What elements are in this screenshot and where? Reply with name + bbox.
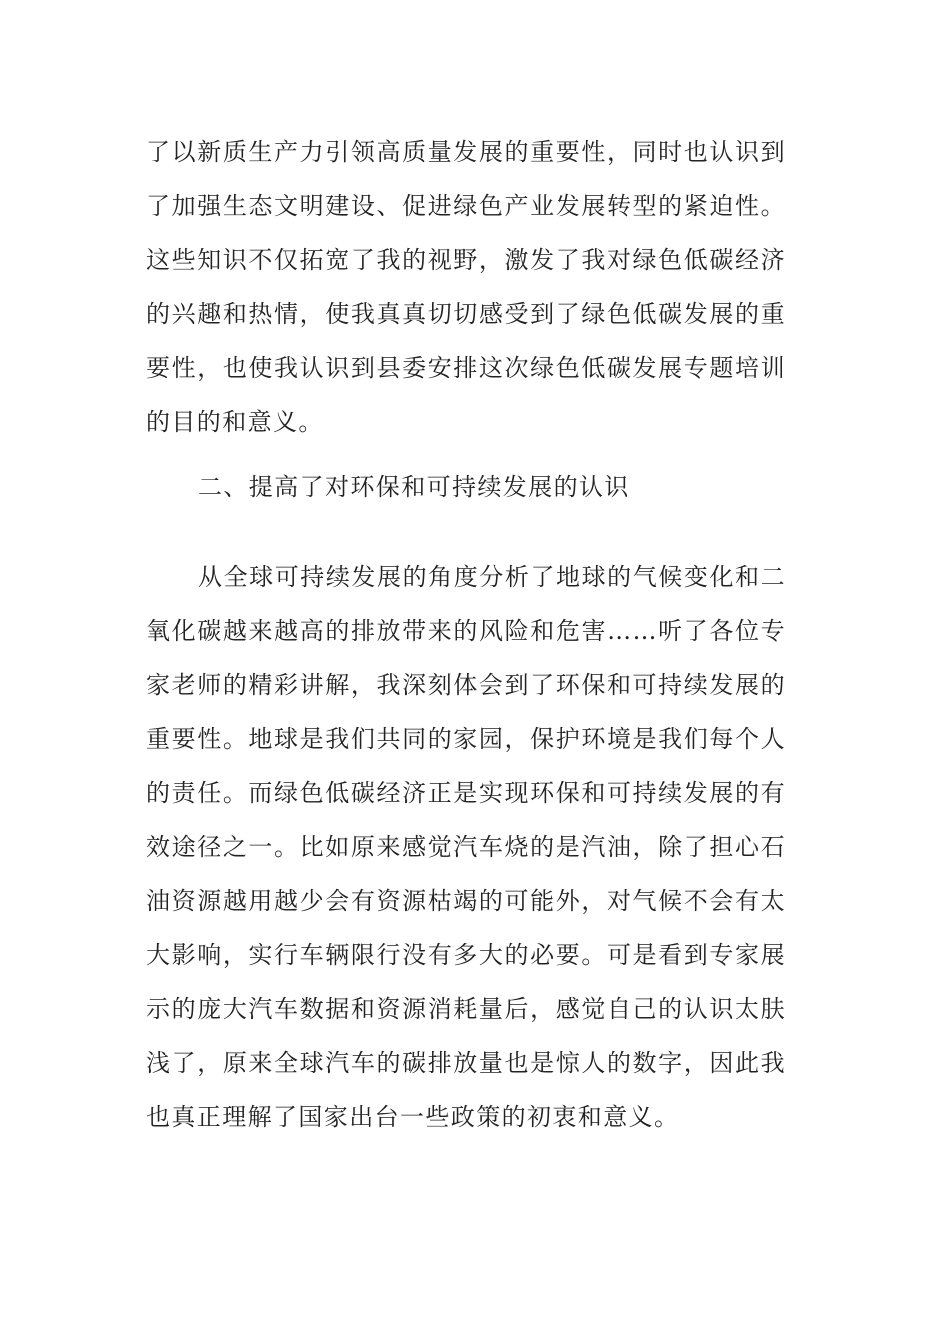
section-heading: 二、提高了对环保和可持续发展的认识 — [198, 473, 630, 501]
body-paragraph-continued: 了以新质生产力引领高质量发展的重要性，同时也认识到了加强生态文明建设、促进绿色产业发展转型的紧迫性。这些知识不仅拓宽了我的视野，激发了我对绿色低碳经济的兴趣和热情，使我真真切切感受到了绿色低碳发展的重要性，也使我认识到县委安排这次绿色低碳发展专题培训的目的和意义。 — [146, 138, 786, 436]
body-paragraph: 从全球可持续发展的角度分析了地球的气候变化和二氧化碳越来越高的排放带来的风险和危害……听了各位专家老师的精彩讲解，我深刻体会到了环保和可持续发展的重要性。地球是我们共同的家园，保护环境是我们每个人的责任。而绿色低碳经济正是实现环保和可持续发展的有效途径之一。比如原来感觉汽车烧的是汽油，除了担心石油资源越用越少会有资源枯竭的可能外，对气候不会有太大影响，实行车辆限行没有多大的必要。可是看到专家展示的庞大汽车数据和资源消耗量后，感觉自己的认识太肤浅了，原来全球汽车的碳排放量也是惊人的数字，因此我也真正理解了国家出台一些政策的初衷和意义。 — [146, 563, 786, 1131]
